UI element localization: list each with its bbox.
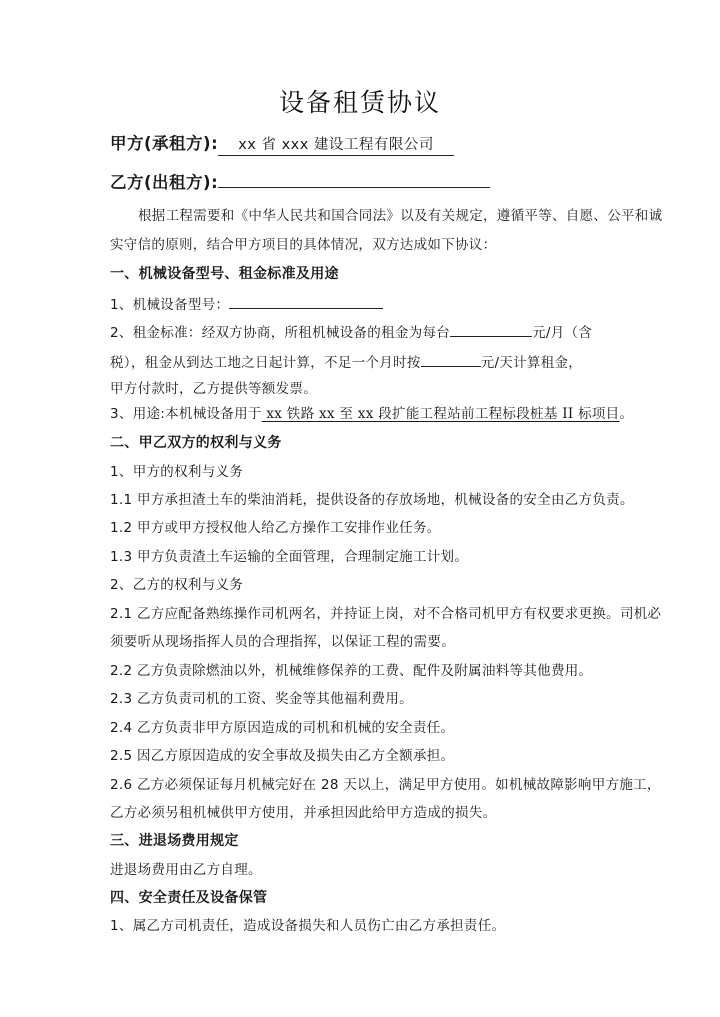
rent-line-2: [110, 350, 582, 373]
section-4-body: 1、属乙方司机责任，造成设备损失和人员伤亡由乙方承担责任。: [110, 918, 506, 934]
party-a-line: [110, 132, 454, 156]
use-line: [110, 404, 633, 424]
use-part-4: 至: [339, 406, 354, 422]
rent-text-1a: 2、租金标准：经双方协商，所租机械设备的租金为每台: [110, 325, 451, 341]
rent-text-2a: 税），租金从到达工地之日起计算，不足一个月时按: [110, 355, 421, 371]
model-label: 1、机械设备型号：: [110, 297, 230, 313]
model-blank: [229, 292, 383, 309]
use-part-5: xx: [357, 406, 374, 422]
clause-2-5: 2.5 因乙方原因造成的安全事故及损失由乙方全额承担。: [110, 748, 455, 764]
use-suffix: 。: [619, 406, 634, 422]
model-line: [110, 292, 383, 315]
clause-1-3: 1.3 甲方负责渣土车运输的全面管理，合理制定施工计划。: [110, 549, 469, 565]
clause-1-2: 1.2 甲方或甲方授权他人给乙方操作工安排作业任务。: [110, 520, 441, 536]
use-project-text: [262, 406, 620, 422]
rent-text-2b: 元/天计算租金，: [480, 355, 583, 371]
monthly-rent-blank: [450, 320, 532, 337]
use-part-7: II: [562, 406, 574, 422]
section-2-heading: 二、甲乙双方的权利与义务: [110, 435, 282, 451]
use-prefix: 3、用途:本机械设备用于: [110, 406, 262, 422]
use-part-3: xx: [318, 406, 335, 422]
party-b-label: 乙方(出租方):: [110, 173, 219, 192]
party-b-blank: [218, 171, 490, 188]
rent-line-1: [110, 320, 592, 343]
clause-2-3: 2.3 乙方负责司机的工资、奖金等其他福利费用。: [110, 691, 413, 707]
document-title: 设备租赁协议: [278, 88, 441, 117]
clause-1-1: 1.1 甲方承担渣土车的柴油消耗，提供设备的存放场地，机械设备的安全由乙方负责。: [110, 492, 634, 508]
daily-rent-blank: [421, 350, 481, 367]
clause-2-6-line-1: 2.6 乙方必须保证每月机械完好在 28 天以上，满足甲方使用。如机械故障影响甲方施工，: [110, 777, 661, 793]
section-1-heading: 一、机械设备型号、租金标准及用途: [110, 266, 339, 282]
party-b-line: [110, 171, 490, 195]
rent-text-1b: 元/月（含: [532, 325, 593, 341]
party-a-label: 甲方(承租方):: [110, 134, 219, 153]
clause-2-2: 2.2 乙方负责除燃油以外，机械维修保养的工费、配件及附属油料等其他费用。: [110, 663, 593, 679]
rent-line-3: 甲方付款时，乙方提供等额发票。: [110, 381, 317, 397]
use-part-8: 标项目: [578, 406, 620, 422]
clause-2-1-line-1: 2.1 乙方应配备熟练操作司机两名，并持证上岗，对不合格司机甲方有权要求更换。司机必: [110, 606, 662, 622]
use-part-1: xx: [266, 406, 283, 422]
use-part-2: 铁路: [286, 406, 315, 422]
party-b-rights-heading: 2、乙方的权利与义务: [110, 577, 244, 593]
preamble-line-1: 根据工程需要和《中华人民共和国合同法》以及有关规定，遵循平等、自愿、公平和诚: [138, 208, 663, 224]
clause-2-6-line-2: 乙方必须另租机械供甲方使用，并承担因此给甲方造成的损失。: [110, 805, 497, 821]
clause-2-1-line-2: 须要听从现场指挥人员的合理指挥，以保证工程的需要。: [110, 634, 455, 650]
section-3-body: 进退场费用由乙方自理。: [110, 862, 262, 878]
use-part-6: 段扩能工程站前工程标段桩基: [378, 406, 558, 422]
section-3-heading: 三、进退场费用规定: [110, 833, 239, 849]
party-a-value: xx 省 xxx 建设工程有限公司: [218, 135, 454, 156]
party-a-rights-heading: 1、甲方的权利与义务: [110, 464, 244, 480]
clause-2-4: 2.4 乙方负责非甲方原因造成的司机和机械的安全责任。: [110, 720, 455, 736]
section-4-heading: 四、安全责任及设备保管: [110, 890, 268, 906]
preamble-line-2: 实守信的原则，结合甲方项目的具体情况，双方达成如下协议：: [110, 237, 497, 253]
